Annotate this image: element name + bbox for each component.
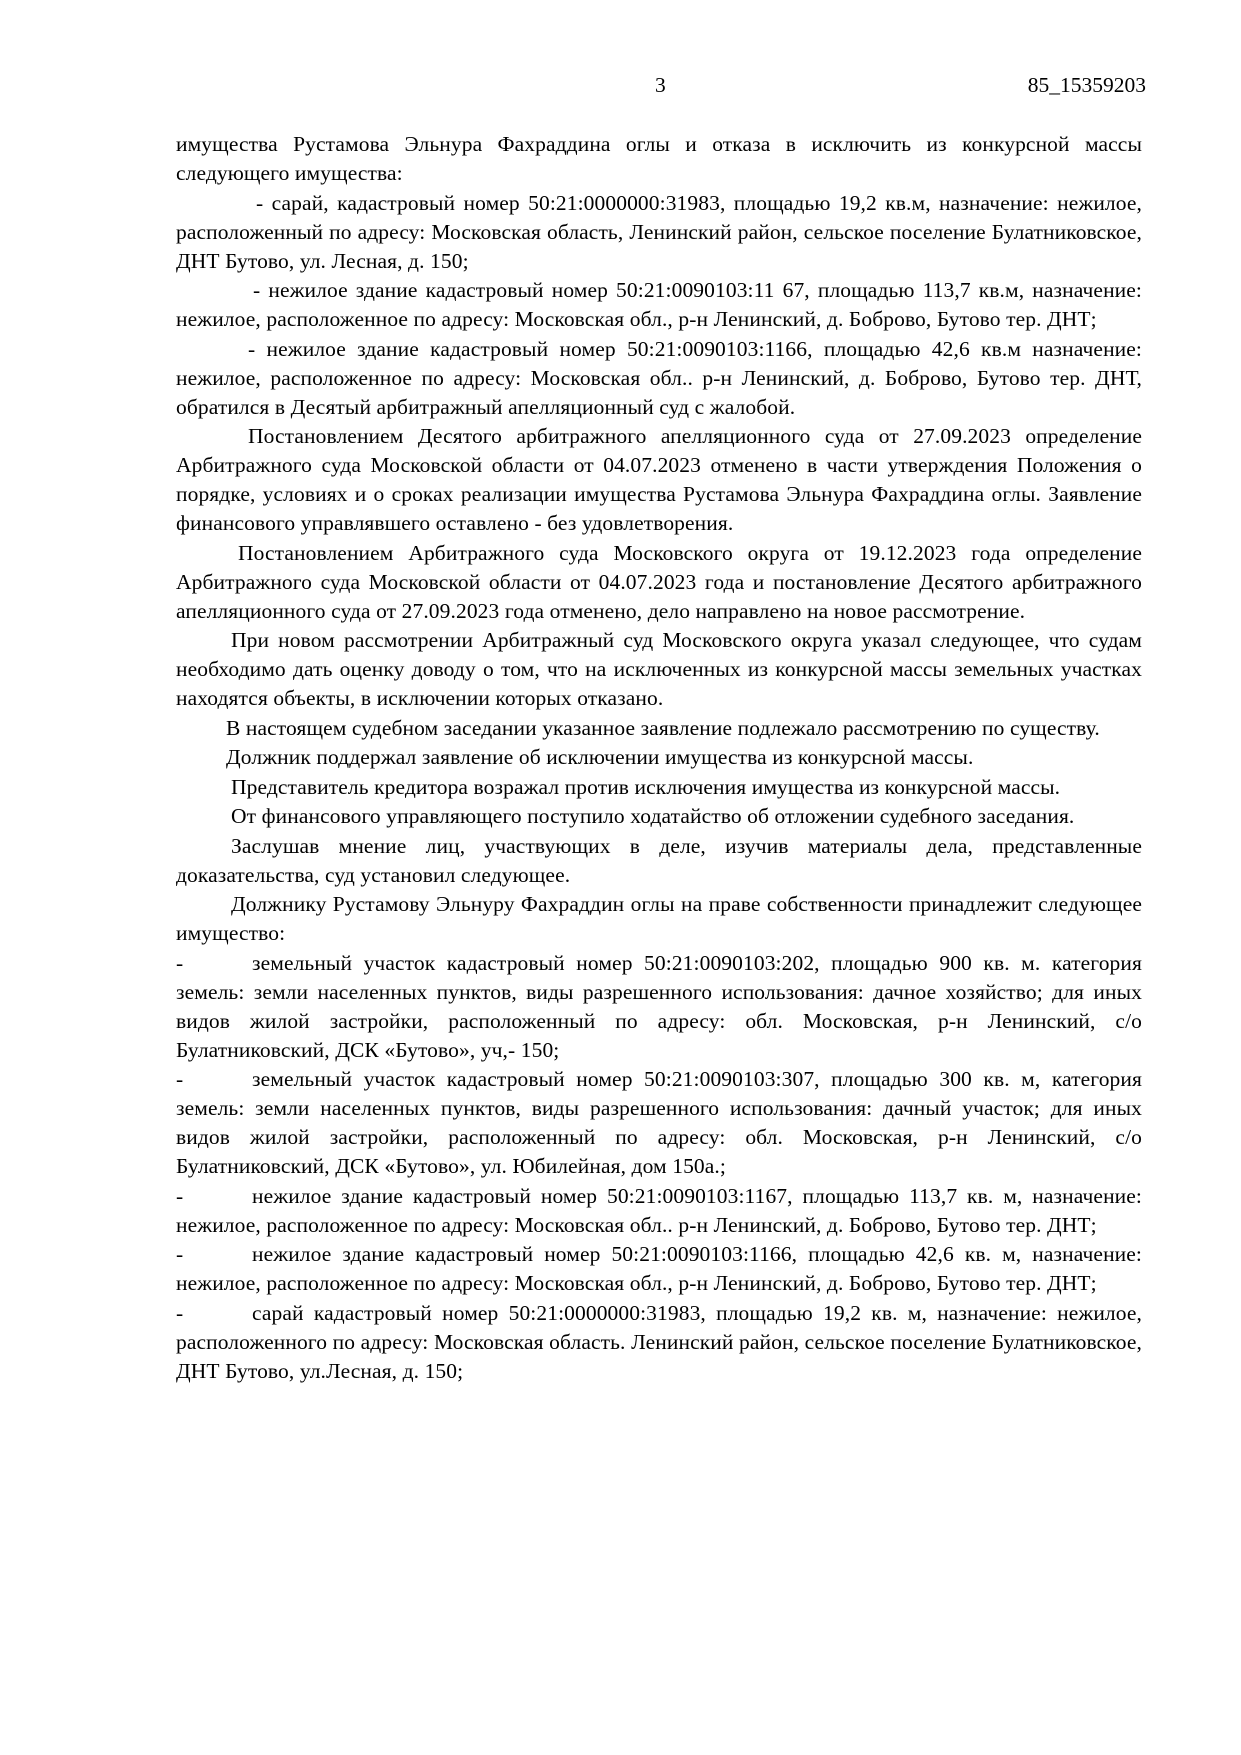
list-item [176, 1182, 1142, 1240]
list-item [176, 1240, 1142, 1298]
page-header [0, 73, 1241, 103]
document-id: 85_15359203 [1027, 73, 1146, 97]
paragraph: Представитель кредитора возражал против исключения имущества из конкурсной массы. [231, 774, 1061, 799]
paragraph: Постановлением Десятого арбитражного апелляционного суда от 27.09.2023 определение Арбитражного суда Московской области от 04.07.2023 отменено в части утверждения Положения о порядке, условиях и о сроках реализации имущества Рустамова Эльнура Фахраддина оглы. Заявление финансового управлявшего оставлено - без удовлетворения. [176, 424, 1142, 535]
list-dash: - [176, 1300, 184, 1325]
paragraph: Заслушав мнение лиц, участвующих в деле, изучив материалы дела, представленные доказательства, суд установил следующее. [176, 833, 1142, 887]
paragraph: - нежилое здание кадастровый номер 50:21:0090103:1166, площадью 42,6 кв.м назначение: нежилое, расположенное по адресу: Московская обл.. р-н Ленинский, д. Боброво, Бутово тер. ДНТ, обратился в Десятый арбитражный апелляционный суд с жалобой. [176, 336, 1142, 419]
document-body [176, 130, 1142, 1386]
list-dash: - [176, 1242, 184, 1266]
paragraph: имущества Рустамова Эльнура Фахраддина оглы и отказа в исключить из конкурсной массы следующего имущества: [176, 132, 1142, 185]
list-item-text: земельный участок кадастровый номер 50:21:0090103:202, площадью 900 кв. м. категория земель: земли населенных пунктов, виды разрешенного использования: дачное хозяйство; для иных видов жилой застройки, расположенный по адресу: обл. Московская, р-н Ленинский, с/о Булатниковский, ДСК «Бутово», уч,- 150; [176, 950, 1142, 1062]
paragraph: От финансового управляющего поступило ходатайство об отложении судебного заседания. [231, 804, 1075, 828]
list-item [176, 949, 1142, 1065]
list-item-text: нежилое здание кадастровый номер 50:21:0090103:1167, площадью 113,7 кв. м, назначение: нежилое, расположенное по адресу: Московская обл.. р-н Ленинский, д. Боброво, Бутово тер. ДНТ; [176, 1183, 1142, 1237]
paragraph: Постановлением Арбитражного суда Московского округа от 19.12.2023 года определение Арбитражного суда Московской области от 04.07.2023 года и постановление Десятого арбитражного апелляционного суда от 27.09.2023 года отменено, дело направлено на новое рассмотрение. [176, 540, 1142, 623]
list-item [176, 1299, 1142, 1386]
list-item-text: сарай кадастровый номер 50:21:0000000:31983, площадью 19,2 кв. м, назначение: нежилое, расположенного по адресу: Московская область. Ленинский район, сельское поселение Булатниковское, ДНТ Бутово, ул.Лесная, д. 150; [176, 1300, 1142, 1383]
list-dash: - [176, 1067, 184, 1091]
list-dash: - [176, 1183, 184, 1208]
paragraph: В настоящем судебном заседании указанное заявление подлежало рассмотрению по существу. [226, 715, 1100, 740]
paragraph: При новом рассмотрении Арбитражный суд Московского округа указал следующее, что судам необходимо дать оценку доводу о том, что на исключенных из конкурсной массы земельных участках находятся объекты, в исключении которых отказано. [176, 628, 1142, 710]
paragraph: Должник поддержал заявление об исключении имущества из конкурсной массы. [226, 745, 974, 769]
paragraph: Должнику Рустамову Эльнуру Фахраддин оглы на праве собственности принадлежит следующее имущество: [176, 892, 1142, 945]
list-item-text: нежилое здание кадастровый номер 50:21:0090103:1166, площадью 42,6 кв. м, назначение: нежилое, расположенное по адресу: Московская обл., р-н Ленинский, д. Боброво, Бутово тер. ДНТ; [176, 1242, 1142, 1295]
list-item [176, 1065, 1142, 1181]
paragraph: - сарай, кадастровый номер 50:21:0000000:31983, площадью 19,2 кв.м, назначение: нежилое, расположенный по адресу: Московская область, Ленинский район, сельское поселение Булатниковское, ДНТ Бутово, ул. Лесная, д. 150; [176, 190, 1142, 273]
list-item-text: земельный участок кадастровый номер 50:21:0090103:307, площадью 300 кв. м, категория земель: земли населенных пунктов, виды разрешенного использования: дачный участок; для иных видов жилой застройки, расположенный по адресу: обл. Московская, р-н Ленинский, с/о Булатниковский, ДСК «Бутово», ул. Юбилейная, дом 150а.; [176, 1067, 1142, 1178]
paragraph: - нежилое здание кадастровый номер 50:21:0090103:11 67, площадью 113,7 кв.м, назначение: нежилое, расположенное по адресу: Московская обл., р-н Ленинский, д. Боброво, Бутово тер. ДНТ; [176, 278, 1142, 331]
list-dash: - [176, 950, 184, 975]
page-number: 3 [655, 73, 666, 97]
